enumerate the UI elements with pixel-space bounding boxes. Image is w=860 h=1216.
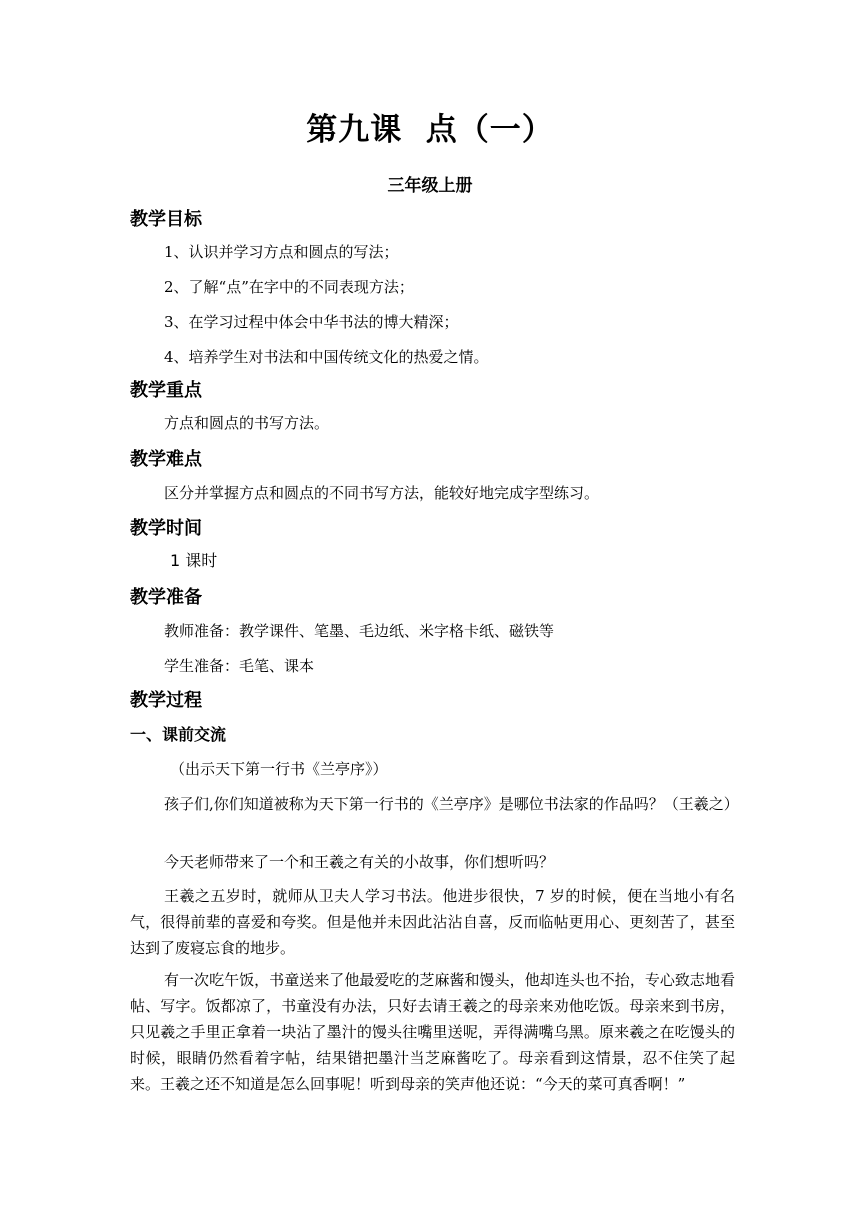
heading-preparation: 教学准备 xyxy=(130,587,202,608)
process-paragraph: 今天老师带来了一个和王羲之有关的小故事，你们想听吗？ xyxy=(164,853,555,871)
page-title: 第九课 点（一） xyxy=(306,112,554,148)
heading-key-points: 教学重点 xyxy=(130,380,202,401)
process-paragraph: 有一次吃午饭，书童送来了他最爱吃的芝麻酱和馒头，他却连头也不抬，专心致志地看帖、写字。饭都凉了，书童没有办法，只好去请王羲之的母亲来劝他吃饭。母亲来到书房，只见羲之手里正拿着一块沾了墨汁的馒头往嘴里送呢，弄得满嘴乌黑。原来羲之在吃馒头的时候，眼睛仍然看着字帖，结果错把墨汁当芝麻酱吃了。母亲看到这情景，忍不住笑了起来。王羲之还不知道是怎么回事呢！听到母亲的笑声他还说：“今天的菜可真香啊！” xyxy=(130,971,735,1093)
heading-difficulties: 教学难点 xyxy=(130,449,202,470)
time-text: 1 课时 xyxy=(170,551,218,570)
heading-process: 教学过程 xyxy=(130,690,202,711)
goal-item: 1、认识并学习方点和圆点的写法； xyxy=(164,243,399,261)
process-paragraph: （出示天下第一行书《兰亭序》） xyxy=(170,760,388,778)
teacher-preparation: 教师准备：教学课件、笔墨、毛边纸、米字格卡纸、磁铁等 xyxy=(164,622,555,640)
process-paragraph: 孩子们,你们知道被称为天下第一行书的《兰亭序》是哪位书法家的作品吗？（王羲之） xyxy=(164,795,739,813)
student-preparation: 学生准备：毛笔、课本 xyxy=(164,657,315,675)
difficulties-text: 区分并掌握方点和圆点的不同书写方法，能较好地完成字型练习。 xyxy=(164,484,600,502)
key-points-text: 方点和圆点的书写方法。 xyxy=(164,414,330,432)
goal-item: 3、在学习过程中体会中华书法的博大精深； xyxy=(164,313,459,331)
heading-time: 教学时间 xyxy=(130,518,202,539)
goal-item: 2、了解“点”在字中的不同表现方法； xyxy=(164,278,414,296)
page-subtitle: 三年级上册 xyxy=(387,176,473,196)
heading-goals: 教学目标 xyxy=(130,209,202,230)
goal-item: 4、培养学生对书法和中国传统文化的热爱之情。 xyxy=(164,348,489,366)
process-paragraph: 王羲之五岁时，就师从卫夫人学习书法。他进步很快，7 岁的时候，便在当地小有名气，很得前辈的喜爱和夸奖。但是他并未因此沾沾自喜，反而临帖更用心、更刻苦了，甚至达到了废寝忘食的地步。 xyxy=(130,887,735,957)
heading-part1: 一、课前交流 xyxy=(130,725,227,744)
